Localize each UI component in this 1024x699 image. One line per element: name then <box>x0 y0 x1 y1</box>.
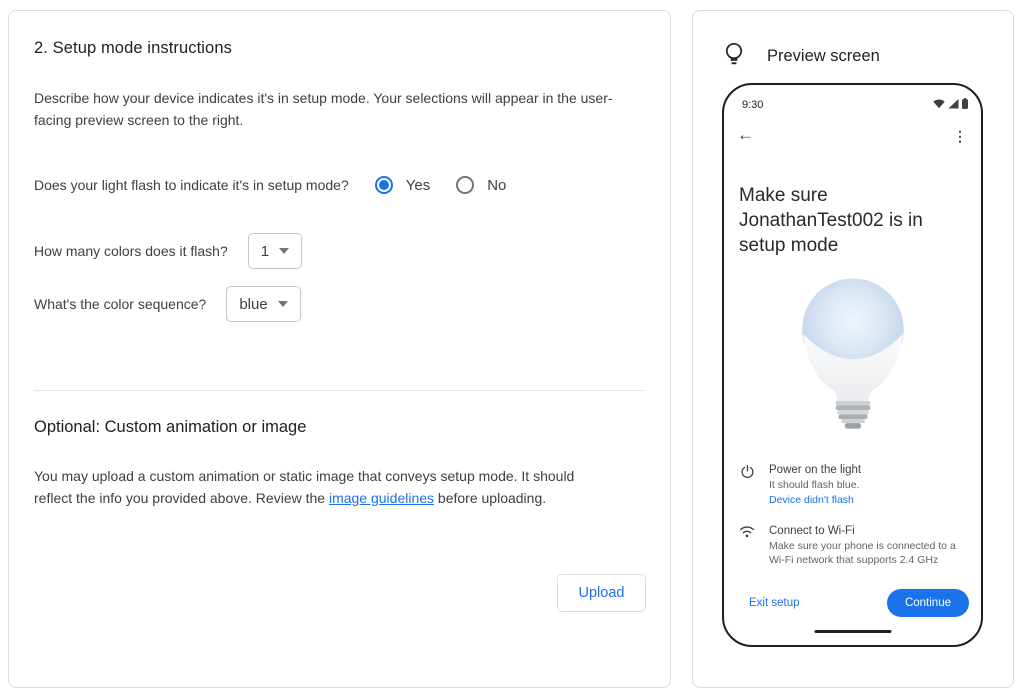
flash-radio-group <box>375 176 533 194</box>
phone-mockup <box>722 83 983 647</box>
colors-count-value: 1 <box>260 242 270 260</box>
lightbulb-image <box>785 273 921 436</box>
radio-option-yes[interactable] <box>375 176 430 194</box>
status-icons <box>933 96 968 114</box>
status-time: 9:30 <box>742 99 764 111</box>
radio-yes-dot <box>379 180 389 190</box>
radio-option-no[interactable] <box>456 176 506 194</box>
step-power-text <box>769 463 861 507</box>
chevron-down-icon <box>279 248 289 254</box>
back-arrow-icon[interactable]: ← <box>737 125 754 144</box>
flash-question-row <box>34 176 532 194</box>
colors-count-row <box>34 233 302 269</box>
battery-status-icon <box>962 96 968 114</box>
color-sequence-value: blue <box>239 295 268 313</box>
step-title: Connect to Wi-Fi <box>769 525 855 537</box>
power-icon <box>737 463 757 507</box>
step-title: Power on the light <box>769 464 862 476</box>
signal-status-icon <box>948 96 959 114</box>
lightbulb-icon <box>723 41 745 72</box>
setup-mode-panel <box>8 10 671 688</box>
colors-count-label: How many colors does it flash? <box>34 243 228 259</box>
optional-section-title: Optional: Custom animation or image <box>34 418 307 436</box>
step-connect-wifi <box>737 524 969 567</box>
colors-count-select[interactable] <box>248 233 302 269</box>
panel-description: Describe how your device indicates it's in setup mode. Your selections will appear in the user-facing preview screen to the right. <box>34 90 613 128</box>
color-sequence-label: What's the color sequence? <box>34 296 207 312</box>
step-power-on <box>737 463 969 507</box>
preview-title: Preview screen <box>767 47 880 65</box>
setup-steps <box>737 463 969 584</box>
radio-no-circle[interactable] <box>456 176 474 194</box>
section-divider <box>34 390 645 391</box>
wifi-status-icon <box>933 96 945 114</box>
phone-status-bar <box>742 96 968 114</box>
wifi-icon <box>737 524 757 567</box>
optional-section-description <box>34 465 612 509</box>
preview-header <box>723 41 880 72</box>
image-guidelines-link[interactable]: image guidelines <box>328 490 435 506</box>
panel-title: 2. Setup mode instructions <box>34 39 232 57</box>
chevron-down-icon <box>278 301 288 307</box>
exit-setup-button[interactable]: Exit setup <box>749 597 800 609</box>
step-wifi-text <box>769 524 969 567</box>
home-indicator <box>814 630 891 633</box>
color-sequence-row <box>34 286 301 322</box>
optional-desc-text-1: You may upload a custom animation or static image that conveys setup mode. It should reflect the info you provided above. Review the <box>34 468 575 506</box>
upload-button[interactable]: Upload <box>557 574 646 612</box>
preview-panel <box>692 10 1014 688</box>
optional-desc-text-2: before uploading. <box>434 490 547 506</box>
device-didnt-flash-link[interactable]: Device didn't flash <box>769 494 854 506</box>
step-subtitle: Make sure your phone is connected to a Wi-Fi network that supports 2.4 GHz <box>769 540 956 566</box>
phone-footer <box>749 589 969 617</box>
flash-question-label: Does your light flash to indicate it's in setup mode? <box>34 177 349 193</box>
step-subtitle: It should flash blue. <box>769 479 860 491</box>
overflow-menu-icon[interactable]: ⋮ <box>953 128 967 144</box>
continue-button[interactable]: Continue <box>887 589 969 617</box>
radio-no-label: No <box>487 176 507 194</box>
phone-appbar <box>724 123 981 149</box>
color-sequence-select[interactable] <box>226 286 300 322</box>
radio-yes-label: Yes <box>405 176 431 194</box>
phone-heading: Make sure JonathanTest002 is in setup mode <box>739 185 923 256</box>
radio-yes-circle[interactable] <box>375 176 393 194</box>
